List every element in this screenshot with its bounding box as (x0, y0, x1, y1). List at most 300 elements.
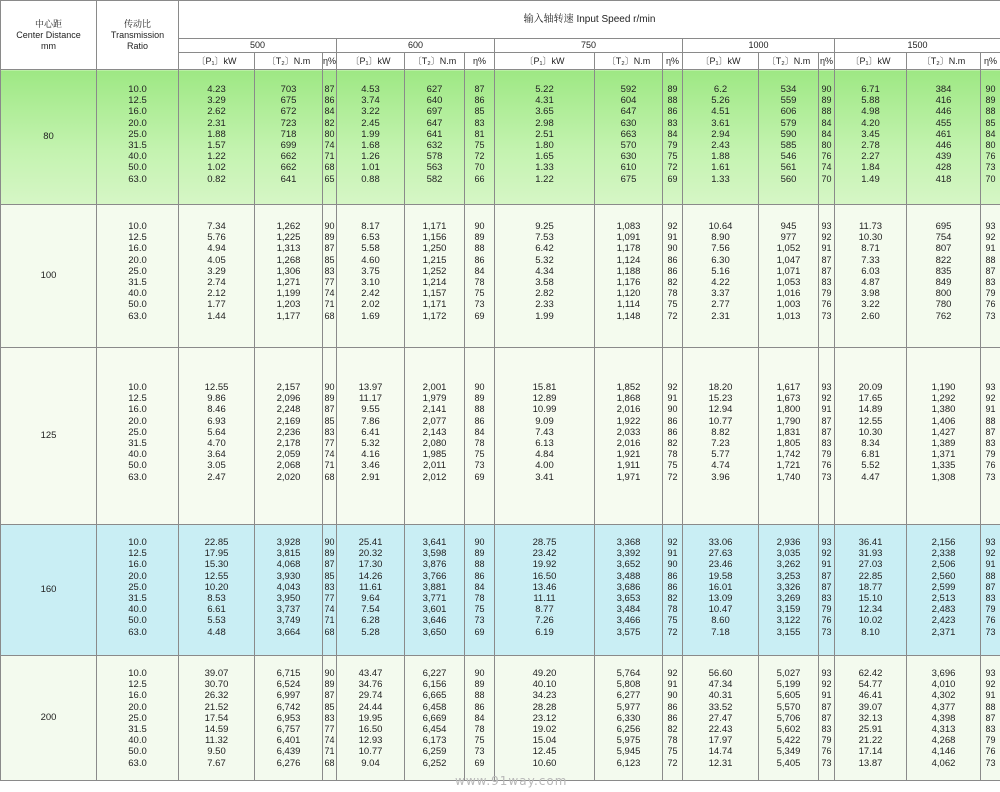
t2-column-value: 6,757 (276, 724, 301, 736)
eta-column-value: 84 (667, 128, 678, 139)
p1-column-value: 12.45 (532, 746, 557, 758)
ratio-column-value: 20.0 (128, 415, 147, 427)
eta-column-value: 88 (474, 559, 485, 570)
ratio-column-value: 12.5 (128, 679, 147, 691)
p1-column-value: 56.60 (708, 668, 733, 679)
t2-column-value: 2,236 (276, 426, 301, 438)
eta-column-value: 87 (821, 570, 832, 581)
t2-column-value: 585 (780, 140, 797, 152)
p1-column-value: 39.07 (858, 701, 883, 713)
t2-column-value: 3,664 (276, 626, 301, 638)
p1-column-value: 9.55 (361, 404, 380, 416)
eta-column-value: 87 (474, 84, 485, 94)
eta-column-value: 85 (324, 701, 335, 712)
eta-column-value: 79 (985, 449, 996, 460)
t2-column-value: 2,096 (276, 393, 301, 405)
t2-unit-label: 〔T₂〕N.m (405, 53, 465, 70)
ratio-column-value: 40.0 (128, 449, 147, 461)
t2-column-value: 1,252 (422, 265, 447, 277)
eta-column-value: 83 (667, 117, 678, 128)
eta-column-value: 68 (324, 471, 335, 482)
t2-column (405, 348, 465, 525)
t2-column-value: 3,928 (276, 537, 301, 548)
t2-column-value: 2,338 (931, 548, 956, 560)
ratio-column (97, 525, 179, 656)
eta-column-value: 93 (821, 537, 832, 547)
p1-column-value: 8.34 (861, 438, 880, 450)
eta-column-value: 79 (667, 140, 678, 151)
eta-column-value: 74 (324, 288, 335, 299)
t2-column-value: 1,371 (931, 449, 956, 461)
eta-column-value: 78 (667, 449, 678, 460)
t2-column-value: 1,215 (422, 254, 447, 266)
t2-column-value: 640 (426, 95, 443, 107)
t2-column-value: 4,068 (276, 559, 301, 571)
p1-column-value: 46.41 (858, 690, 883, 702)
p1-column-value: 21.22 (858, 735, 883, 747)
p1-column-value: 2.02 (361, 299, 380, 311)
t2-column-value: 2,560 (931, 570, 956, 582)
p1-column-value: 12.55 (858, 415, 883, 427)
eta-column (663, 348, 683, 525)
p1-column-value: 15.10 (858, 593, 883, 605)
ratio-column-value: 16.0 (128, 243, 147, 255)
eta-column (323, 348, 337, 525)
t2-column-value: 1,176 (616, 277, 641, 289)
eta-column-value: 87 (821, 415, 832, 426)
speed-500: 500 (179, 39, 337, 53)
eta-column-value: 68 (324, 310, 335, 321)
t2-column-value: 6,665 (422, 690, 447, 702)
eta-column-value: 68 (324, 162, 335, 173)
eta-column-value: 78 (474, 438, 485, 449)
p1-column-value: 7.18 (711, 626, 730, 638)
eta-column-value: 82 (324, 117, 335, 128)
t2-column-value: 5,199 (776, 679, 801, 691)
p1-column-value: 8.10 (861, 626, 880, 638)
eta-column-value: 93 (821, 668, 832, 678)
p1-column-value: 9.04 (361, 757, 380, 769)
t2-column-value: 1,617 (776, 382, 801, 393)
t2-column-value: 6,401 (276, 735, 301, 747)
eta-column-value: 87 (821, 581, 832, 592)
t2-column-value: 6,156 (422, 679, 447, 691)
p1-column-value: 5.76 (207, 232, 226, 244)
p1-column-value: 14.89 (858, 404, 883, 416)
eta-column-value: 76 (985, 299, 996, 310)
t2-column-value: 627 (426, 84, 443, 95)
p1-column-value: 15.81 (532, 382, 557, 393)
p1-column-value: 1.88 (711, 151, 730, 163)
p1-column-value: 6.61 (207, 604, 226, 616)
eta-column-value: 71 (324, 151, 335, 162)
p1-column-value: 2.12 (207, 288, 226, 300)
t2-column-value: 5,422 (776, 735, 801, 747)
eta-column-value: 84 (324, 106, 335, 117)
ratio-column-value: 50.0 (128, 299, 147, 311)
t2-column-value: 439 (935, 151, 952, 163)
t2-column-value: 662 (280, 151, 297, 163)
eta-column-value: 93 (821, 382, 832, 392)
eta-column (663, 205, 683, 348)
p1-column-value: 20.32 (358, 548, 383, 560)
group-row-200 (1, 656, 1000, 781)
t2-column-value: 6,997 (276, 690, 301, 702)
t2-column-value: 675 (280, 95, 297, 107)
t2-column-value: 1,091 (616, 232, 641, 244)
p1-column-value: 34.23 (532, 690, 557, 702)
p1-column-value: 2.82 (535, 288, 554, 300)
t2-column-value: 418 (935, 173, 952, 185)
p1-column-value: 1.02 (207, 162, 226, 174)
ratio-column-value: 10.0 (128, 668, 147, 679)
t2-column-value: 1,742 (776, 449, 801, 461)
ratio-en2: Ratio (126, 40, 148, 51)
eta-column-value: 92 (821, 548, 832, 559)
t2-column-value: 3,696 (931, 668, 956, 679)
t2-column-value: 641 (426, 128, 443, 140)
p1-column-value: 32.13 (858, 712, 883, 724)
p1-column-value: 33.06 (708, 537, 733, 548)
eta-column-value: 91 (985, 690, 996, 701)
eta-column-value: 83 (324, 265, 335, 276)
p1-column-value: 10.60 (532, 757, 557, 769)
eta-column-value: 87 (324, 404, 335, 415)
eta-column-value: 72 (667, 310, 678, 321)
t2-column-value: 3,737 (276, 604, 301, 616)
p1-column-value: 10.30 (858, 426, 883, 438)
t2-column-value: 945 (780, 221, 797, 232)
t2-column-value: 6,458 (422, 701, 447, 713)
eta-column-value: 75 (474, 604, 485, 615)
t2-column-value: 2,012 (422, 471, 447, 483)
t2-column-value: 3,650 (422, 626, 447, 638)
p1-column-value: 10.64 (708, 221, 733, 232)
p1-column-value: 3.37 (711, 288, 730, 300)
p1-column (179, 70, 255, 205)
t2-column-value: 1,868 (616, 393, 641, 405)
p1-column (337, 656, 405, 781)
t2-column-value: 606 (780, 106, 797, 118)
t2-column-value: 3,368 (616, 537, 641, 548)
eta-column-value: 86 (667, 426, 678, 437)
eta-column-value: 89 (985, 95, 996, 106)
p1-column-value: 16.50 (358, 724, 383, 736)
eta-column-value: 86 (474, 95, 485, 106)
t2-column-value: 1,262 (276, 221, 301, 232)
p1-column-value: 7.26 (535, 615, 554, 627)
eta-column (981, 525, 1000, 656)
p1-column-value: 2.45 (361, 117, 380, 129)
eta-column-value: 91 (667, 393, 678, 404)
center-distance-unit: mm (41, 40, 56, 51)
p1-column-value: 5.32 (535, 254, 554, 266)
p1-column-value: 8.17 (361, 221, 380, 232)
p1-column-value: 28.75 (532, 537, 557, 548)
ratio-column-value: 50.0 (128, 162, 147, 174)
p1-column-value: 16.50 (532, 570, 557, 582)
eta-column-value: 88 (985, 570, 996, 581)
ratio-column-value: 50.0 (128, 615, 147, 627)
ratio-column-value: 20.0 (128, 570, 147, 582)
t2-column (405, 656, 465, 781)
t2-column-value: 604 (620, 95, 637, 107)
t2-column-value: 647 (620, 106, 637, 118)
t2-column-value: 718 (280, 128, 297, 140)
p1-column-value: 33.52 (708, 701, 733, 713)
p1-column-value: 5.58 (361, 243, 380, 255)
center-distance-en: Center Distance (16, 29, 81, 40)
t2-column-value: 1,985 (422, 449, 447, 461)
p1-column-value: 14.74 (708, 746, 733, 758)
p1-column (179, 656, 255, 781)
eta-column-value: 86 (474, 415, 485, 426)
t2-column-value: 1,171 (422, 299, 447, 311)
eta-column-value: 89 (821, 95, 832, 106)
eta-column-value: 88 (474, 243, 485, 254)
p1-column-value: 4.84 (535, 449, 554, 461)
eta-column (981, 348, 1000, 525)
eta-column-value: 78 (474, 277, 485, 288)
p1-column-value: 3.45 (861, 128, 880, 140)
eta-column-value: 91 (821, 690, 832, 701)
t2-column-value: 2,483 (931, 604, 956, 616)
eta-column-value: 90 (474, 668, 485, 678)
t2-column-value: 1,740 (776, 471, 801, 483)
eta-column-value: 72 (667, 471, 678, 482)
t2-column-value: 822 (935, 254, 952, 266)
t2-column-value: 3,930 (276, 570, 301, 582)
p1-column-value: 2.31 (207, 117, 226, 129)
t2-column-value: 560 (780, 173, 797, 185)
p1-column-value: 13.46 (532, 581, 557, 593)
eta-column-value: 87 (324, 243, 335, 254)
p1-column-value: 19.92 (532, 559, 557, 571)
eta-column-value: 90 (324, 221, 335, 231)
eta-column-value: 79 (821, 604, 832, 615)
p1-column-value: 9.50 (207, 746, 226, 758)
t2-column-value: 6,227 (422, 668, 447, 679)
t2-column-value: 2,016 (616, 438, 641, 450)
t2-column-value: 4,062 (931, 757, 956, 769)
p1-column-value: 17.65 (858, 393, 883, 405)
eta-column-value: 92 (821, 393, 832, 404)
eta-column-value: 86 (667, 254, 678, 265)
p1-column-value: 4.94 (207, 243, 226, 255)
eta-column-value: 75 (667, 460, 678, 471)
eta-column-value: 92 (667, 221, 678, 231)
p1-column-value: 6.81 (861, 449, 880, 461)
p1-column-value: 31.93 (858, 548, 883, 560)
p1-column-value: 0.88 (361, 173, 380, 185)
p1-column-value: 22.85 (858, 570, 883, 582)
eta-column-value: 88 (667, 95, 678, 106)
p1-column-value: 1.61 (711, 162, 730, 174)
center-distance-value: 200 (1, 656, 97, 781)
p1-column-value: 9.25 (535, 221, 554, 232)
eta-column-value: 83 (985, 724, 996, 735)
p1-column-value: 4.70 (207, 438, 226, 450)
t2-column-value: 6,524 (276, 679, 301, 691)
eta-column (981, 205, 1000, 348)
eta-column-value: 87 (985, 426, 996, 437)
p1-column-value: 43.47 (358, 668, 383, 679)
p1-column-value: 4.23 (207, 84, 226, 95)
ratio-column-value: 40.0 (128, 288, 147, 300)
t2-column-value: 3,646 (422, 615, 447, 627)
t2-column-value: 2,599 (931, 581, 956, 593)
eta-column-value: 73 (821, 757, 832, 768)
p1-column-value: 2.31 (711, 310, 730, 322)
t2-column-value: 1,178 (616, 243, 641, 255)
p1-column-value: 3.98 (861, 288, 880, 300)
p1-column (683, 656, 759, 781)
eta-column-value: 84 (474, 426, 485, 437)
eta-column-value: 91 (667, 548, 678, 559)
eta-column-value: 71 (324, 746, 335, 757)
t2-column-value: 6,173 (422, 735, 447, 747)
p1-column-value: 3.74 (361, 95, 380, 107)
t2-column-value: 699 (280, 140, 297, 152)
eta-column-value: 85 (474, 106, 485, 117)
p1-column-value: 34.76 (358, 679, 383, 691)
p1-column-value: 10.20 (204, 581, 229, 593)
center-distance-value: 125 (1, 348, 97, 525)
eta-column-value: 65 (324, 173, 335, 184)
t2-column-value: 754 (935, 232, 952, 244)
group-row-80 (1, 70, 1000, 205)
p1-column-value: 10.02 (858, 615, 883, 627)
p1-column-value: 1.22 (535, 173, 554, 185)
t2-column-value: 3,035 (776, 548, 801, 560)
p1-column-value: 40.10 (532, 679, 557, 691)
t2-column-value: 2,513 (931, 593, 956, 605)
t2-column-value: 2,143 (422, 426, 447, 438)
t2-column-value: 559 (780, 95, 797, 107)
eta-column-value: 93 (985, 668, 996, 678)
t2-unit-label: 〔T₂〕N.m (907, 53, 981, 70)
p1-column-value: 1.33 (535, 162, 554, 174)
ratio-column-value: 10.0 (128, 84, 147, 95)
p1-column-value: 3.58 (535, 277, 554, 289)
ratio-column-value: 12.5 (128, 393, 147, 405)
p1-column-value: 13.97 (358, 382, 383, 393)
p1-column-value: 9.86 (207, 393, 226, 405)
t2-column (405, 70, 465, 205)
p1-column-value: 3.64 (207, 449, 226, 461)
p1-column-value: 4.16 (361, 449, 380, 461)
p1-column-value: 5.53 (207, 615, 226, 627)
p1-column-value: 5.52 (861, 460, 880, 472)
eta-column-value: 78 (667, 735, 678, 746)
eta-column-value: 77 (324, 277, 335, 288)
t2-column-value: 1,047 (776, 254, 801, 266)
eta-column-value: 78 (474, 593, 485, 604)
t2-column-value: 3,253 (776, 570, 801, 582)
t2-column-value: 1,083 (616, 221, 641, 232)
eta-column-value: 73 (985, 471, 996, 482)
t2-column-value: 3,575 (616, 626, 641, 638)
t2-column-value: 1,172 (422, 310, 447, 322)
p1-column-value: 8.82 (711, 426, 730, 438)
t2-column-value: 695 (935, 221, 952, 232)
t2-column-value: 3,749 (276, 615, 301, 627)
p1-column-value: 3.41 (535, 471, 554, 483)
t2-unit-label: 〔T₂〕N.m (255, 53, 323, 70)
p1-column-value: 6.28 (361, 615, 380, 627)
eta-column-value: 75 (667, 746, 678, 757)
p1-column-value: 11.32 (204, 735, 229, 747)
eta-unit-label: η% (465, 53, 495, 70)
p1-column-value: 4.60 (361, 254, 380, 266)
watermark-text: www.91way.com (455, 774, 568, 788)
t2-column-value: 2,169 (276, 415, 301, 427)
p1-unit-label: 〔P₁〕kW (495, 53, 595, 70)
ratio-column-value: 63.0 (128, 757, 147, 769)
p1-column-value: 6.03 (861, 265, 880, 277)
p1-column-value: 5.16 (711, 265, 730, 277)
p1-column-value: 9.09 (535, 415, 554, 427)
t2-column-value: 3,159 (776, 604, 801, 616)
p1-column-value: 1.77 (207, 299, 226, 311)
eta-column-value: 75 (667, 151, 678, 162)
p1-column-value: 17.14 (858, 746, 883, 758)
ratio-column (97, 348, 179, 525)
eta-column-value: 86 (667, 712, 678, 723)
p1-column-value: 25.41 (358, 537, 383, 548)
t2-column-value: 610 (620, 162, 637, 174)
eta-column-value: 71 (324, 615, 335, 626)
eta-column-value: 78 (667, 288, 678, 299)
t2-column-value: 3,484 (616, 604, 641, 616)
eta-column-value: 76 (985, 615, 996, 626)
p1-column-value: 3.29 (207, 95, 226, 107)
t2-column-value: 1,171 (422, 221, 447, 232)
ratio-column-value: 31.5 (128, 438, 147, 450)
t2-column-value: 563 (426, 162, 443, 174)
eta-column-value: 76 (821, 460, 832, 471)
t2-column-value: 5,764 (616, 668, 641, 679)
t2-column-value: 6,252 (422, 757, 447, 769)
t2-column (255, 205, 323, 348)
eta-column-value: 89 (324, 393, 335, 404)
p1-column-value: 36.41 (858, 537, 883, 548)
p1-column-value: 12.55 (204, 570, 229, 582)
eta-column-value: 84 (474, 581, 485, 592)
p1-column-value: 15.04 (532, 735, 557, 747)
t2-column-value: 2,080 (422, 438, 447, 450)
t2-column-value: 384 (935, 84, 952, 95)
p1-column-value: 2.42 (361, 288, 380, 300)
t2-column (255, 656, 323, 781)
t2-column-value: 1,148 (616, 310, 641, 322)
t2-column-value: 1,921 (616, 449, 641, 461)
t2-column-value: 3,326 (776, 581, 801, 593)
ratio-column-value: 40.0 (128, 735, 147, 747)
t2-column-value: 1,052 (776, 243, 801, 255)
t2-column-value: 1,190 (931, 382, 956, 393)
eta-column (819, 525, 835, 656)
p1-column-value: 7.33 (861, 254, 880, 266)
p1-column-value: 2.62 (207, 106, 226, 118)
t2-unit-label: 〔T₂〕N.m (595, 53, 663, 70)
p1-column-value: 19.58 (708, 570, 733, 582)
eta-column-value: 76 (985, 460, 996, 471)
p1-column-value: 1.99 (535, 310, 554, 322)
t2-column-value: 1,177 (276, 310, 301, 322)
eta-column-value: 91 (821, 404, 832, 415)
eta-column-value: 71 (324, 299, 335, 310)
